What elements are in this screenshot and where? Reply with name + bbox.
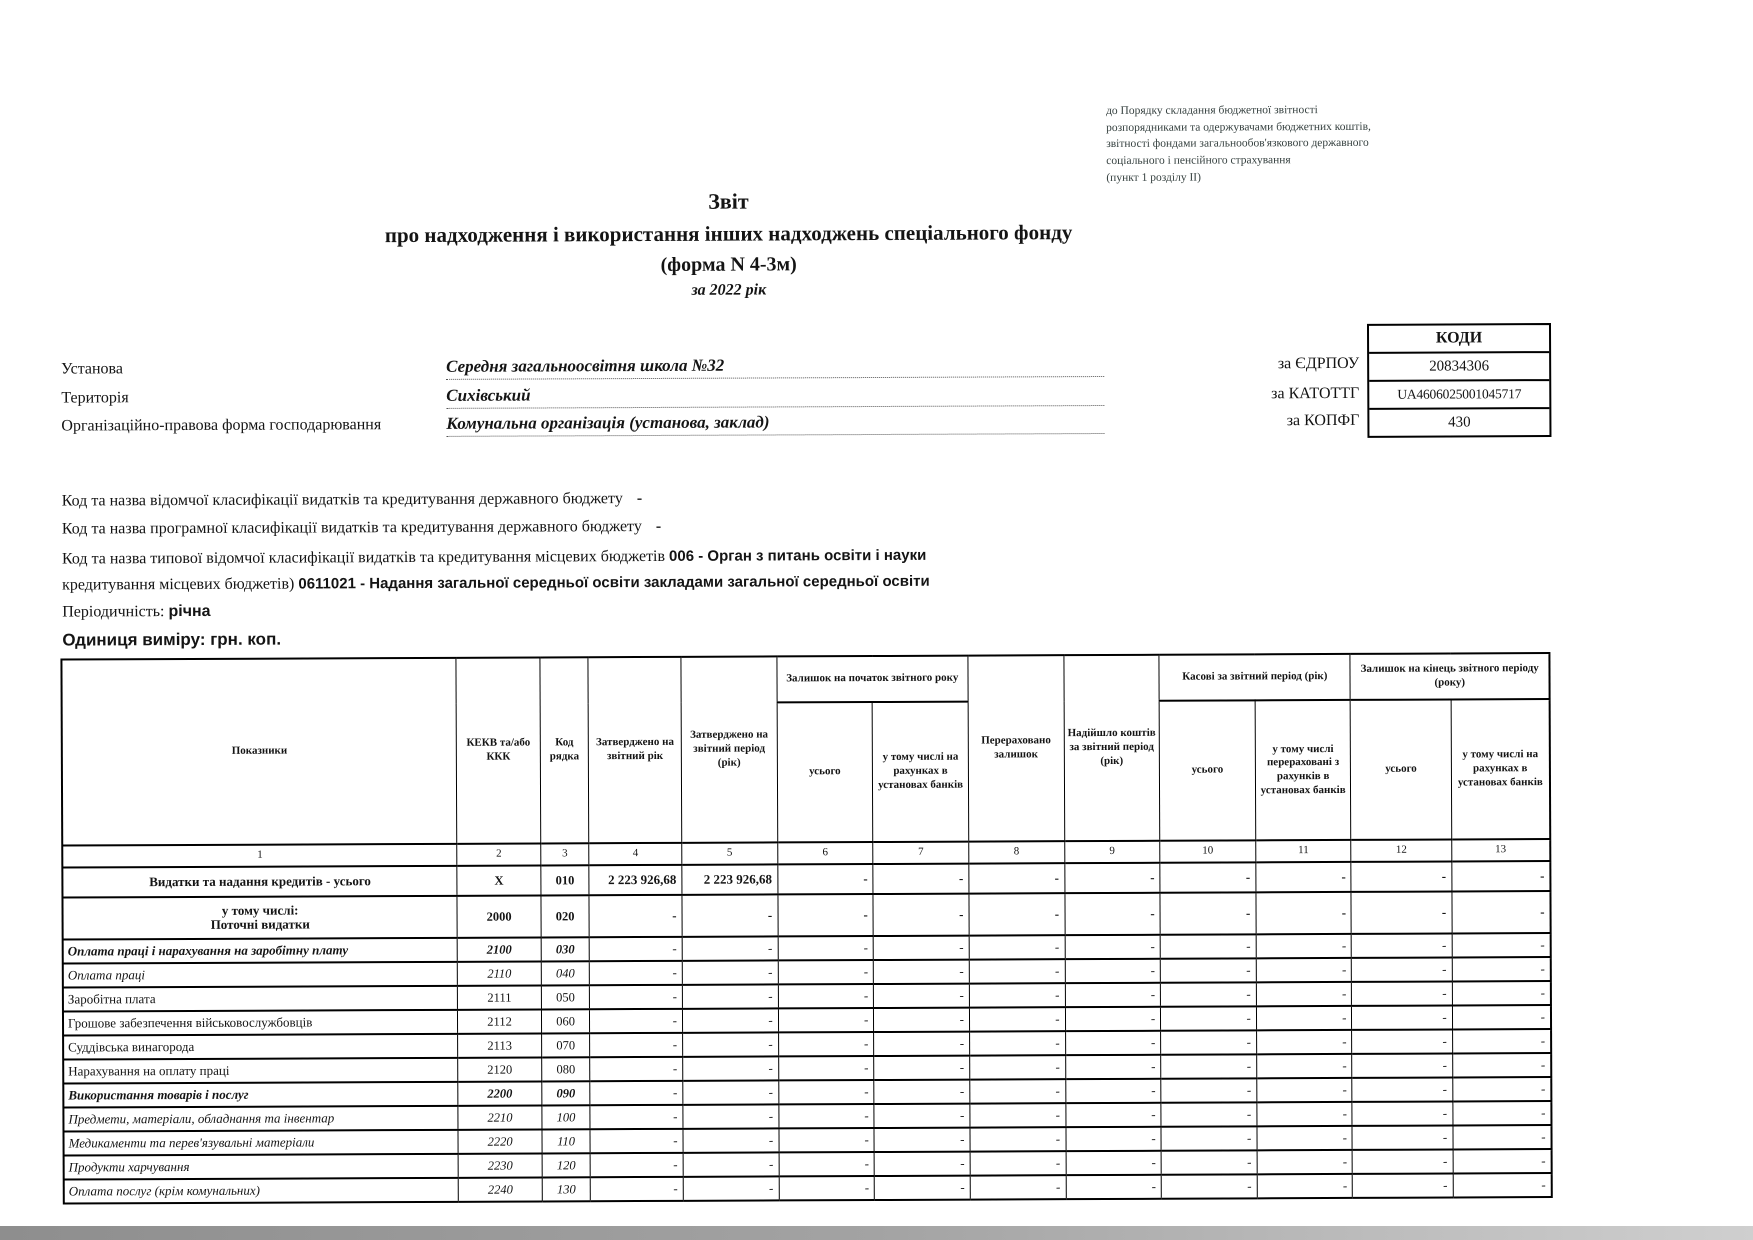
kekv-code: X	[457, 865, 541, 895]
value-cell: -	[970, 1055, 1066, 1079]
value-cell: -	[1351, 891, 1451, 933]
value-cell: -	[591, 1177, 684, 1201]
value-cell: -	[1452, 957, 1551, 981]
unit-label: Одиниця виміру:	[62, 629, 206, 650]
indicator-name: Видатки та надання кредитів - усього	[62, 866, 457, 898]
table-row-130	[64, 1173, 1552, 1203]
value-cell: -	[969, 1031, 1065, 1055]
value-cell: -	[1257, 1126, 1353, 1150]
katottg-label: за КАТОТТГ	[1271, 384, 1360, 403]
value-cell: -	[1160, 958, 1256, 982]
value-cell: -	[1452, 1005, 1551, 1029]
value-cell: -	[970, 1079, 1066, 1103]
institution-value: Середня загальноосвітня школа №32	[446, 354, 1104, 380]
value-cell: -	[683, 1128, 779, 1152]
value-cell: -	[873, 894, 969, 936]
value-cell: -	[590, 1153, 683, 1177]
value-cell: -	[1064, 863, 1160, 893]
kopfg-value: 430	[1448, 414, 1471, 431]
codes-box	[1367, 323, 1551, 438]
value-cell: -	[778, 1080, 874, 1104]
value-cell: -	[1257, 1102, 1353, 1126]
value-cell: -	[969, 935, 1065, 959]
column-number: 2	[457, 843, 541, 865]
table-row-020	[62, 891, 1550, 939]
value-cell: -	[590, 1033, 683, 1057]
reference-note	[1106, 102, 1436, 187]
indicator-name: Оплата праці	[63, 962, 458, 988]
edrpou-label: за ЄДРПОУ	[1277, 354, 1360, 373]
header-opening-balance-group: Залишок на початок звітного року	[777, 656, 968, 703]
row-code: 090	[542, 1081, 591, 1105]
periodicity-value: річна	[168, 602, 211, 621]
scanner-edge-shadow	[0, 1226, 1753, 1240]
value-cell: -	[779, 1176, 875, 1200]
value-cell: -	[777, 864, 873, 894]
kekv-code: 2111	[458, 985, 542, 1009]
value-cell: -	[682, 984, 778, 1008]
value-cell: -	[1065, 983, 1161, 1007]
legal-form-label: Організаційно-правова форма господарювання	[61, 416, 382, 435]
value-cell: -	[1352, 957, 1452, 981]
value-cell: -	[1065, 1079, 1161, 1103]
value-cell: -	[683, 1152, 779, 1176]
header-opening-banks: у тому числі на рахунках в установах банків	[872, 702, 968, 842]
value-cell: -	[1161, 982, 1257, 1006]
value-cell: -	[1256, 1006, 1352, 1030]
value-cell: -	[683, 1080, 779, 1104]
value-cell: -	[1066, 1151, 1162, 1175]
periodicity-line	[62, 603, 210, 622]
value-cell: -	[779, 1152, 875, 1176]
header-opening-total: усього	[777, 702, 873, 842]
column-number: 9	[1064, 841, 1160, 863]
classification-value: 0611021 - Надання загальної середньої освіти закладами загальної середньої освіти	[298, 572, 930, 593]
value-cell: -	[1257, 1150, 1353, 1174]
classification-value: -	[636, 490, 643, 508]
territory-value: Сихівський	[446, 383, 1104, 409]
indicator-name: Грошове забезпечення військовослужбовців	[63, 1010, 458, 1036]
value-cell: -	[970, 1103, 1066, 1127]
value-cell: -	[1353, 1149, 1453, 1173]
value-cell: -	[874, 984, 970, 1008]
indicator-name: Оплата праці і нарахування на заробітну плату	[63, 938, 458, 964]
indicator-name: Оплата послуг (крім комунальних)	[64, 1178, 459, 1204]
value-cell: -	[590, 1105, 683, 1129]
value-cell: -	[874, 1080, 970, 1104]
column-number: 5	[682, 842, 778, 864]
value-cell: -	[778, 1008, 874, 1032]
value-cell: -	[682, 894, 778, 936]
classification-text: Код та назва відомчої класифікації видатків та кредитування державного бюджету	[61, 490, 623, 510]
value-cell: -	[1257, 1174, 1353, 1198]
value-cell: -	[1352, 981, 1452, 1005]
column-number: 10	[1160, 840, 1256, 862]
column-number: 12	[1351, 839, 1451, 861]
report-year: за 2022 рік	[691, 281, 767, 299]
value-cell: -	[1065, 1031, 1161, 1055]
value-cell: -	[874, 1032, 970, 1056]
row-code: 040	[541, 961, 590, 985]
indicator-name: Нарахування на оплату праці	[63, 1058, 458, 1084]
value-cell: -	[1256, 1054, 1352, 1078]
value-cell: -	[1452, 891, 1551, 933]
value-cell: -	[1453, 1125, 1552, 1149]
row-code: 050	[541, 985, 590, 1009]
value-cell: -	[1066, 1175, 1162, 1199]
legal-form-value: Комунальна організація (установа, заклад)	[446, 411, 1104, 437]
classification-line-3	[62, 544, 1542, 568]
row-code: 110	[542, 1129, 591, 1153]
reference-note-line: (пункт 1 розділу II)	[1106, 171, 1201, 184]
header-row-code: Код рядка	[540, 657, 589, 843]
value-cell: -	[1065, 1007, 1161, 1031]
column-number: 6	[777, 842, 873, 864]
value-cell: -	[1065, 1103, 1161, 1127]
header-indicators: Показники	[61, 658, 457, 846]
header-cash-group: Касові за звітний період (рік)	[1159, 654, 1350, 701]
value-cell: -	[1452, 1029, 1551, 1053]
classification-line-4	[62, 570, 1542, 594]
value-cell: -	[1161, 1102, 1257, 1126]
header-kekv: КЕКВ та/або ККК	[456, 657, 540, 843]
classification-value: -	[655, 517, 662, 535]
kopfg-label: за КОПФГ	[1286, 411, 1360, 430]
value-cell: -	[969, 893, 1065, 935]
report-table	[60, 652, 1552, 1204]
value-cell: -	[683, 1032, 779, 1056]
value-cell: -	[778, 894, 874, 936]
value-cell: -	[590, 1129, 683, 1153]
classification-line-1	[62, 486, 1542, 510]
value-cell: -	[1352, 1005, 1452, 1029]
classification-value: 006 - Орган з питань освіти і науки	[669, 546, 927, 565]
row-code: 100	[542, 1105, 591, 1129]
value-cell: -	[778, 1056, 874, 1080]
value-cell: -	[873, 936, 969, 960]
header-closing-banks: у тому числі на рахунках в установах банків	[1451, 699, 1550, 839]
value-cell: -	[874, 1176, 970, 1200]
header-closing-total: усього	[1351, 699, 1452, 839]
value-cell: -	[1256, 892, 1352, 934]
form-number: (форма N 4-3м)	[660, 253, 797, 276]
kekv-code: 2120	[458, 1057, 542, 1081]
value-cell: -	[1256, 862, 1352, 892]
indicator-name: Предмети, матеріали, обладнання та інвентар	[63, 1106, 458, 1132]
periodicity-label: Періодичність:	[62, 603, 165, 621]
value-cell: -	[1161, 1006, 1257, 1030]
row-code: 010	[541, 865, 590, 895]
value-cell: -	[1352, 1077, 1452, 1101]
indicator-name: Заробітна плата	[63, 986, 458, 1012]
value-cell: -	[682, 960, 778, 984]
value-cell: -	[1160, 862, 1256, 892]
report-title-block	[128, 186, 1328, 302]
value-cell: -	[1065, 935, 1161, 959]
kekv-code: 2113	[458, 1033, 542, 1057]
report-title: Звіт	[708, 188, 749, 214]
row-code: 020	[541, 895, 590, 937]
value-cell: -	[1353, 1173, 1453, 1197]
classification-text: Код та назва типової відомчої класифікації видатків та кредитування місцевих бюджетів	[61, 547, 666, 568]
row-code: 080	[541, 1057, 590, 1081]
value-cell: -	[1452, 861, 1551, 891]
reference-note-line: розпорядниками та одержувачами бюджетних коштів,	[1106, 120, 1371, 134]
value-cell: -	[970, 1175, 1066, 1199]
value-cell: -	[969, 983, 1065, 1007]
indicator-name: Використання товарів і послуг	[63, 1082, 458, 1108]
value-cell: -	[1352, 1125, 1452, 1149]
value-cell: 2 223 926,68	[589, 865, 682, 895]
value-cell: -	[1065, 1055, 1161, 1079]
unit-value: грн. коп.	[210, 629, 282, 649]
value-cell: -	[1453, 1101, 1552, 1125]
codes-box-header: КОДИ	[1369, 325, 1549, 354]
value-cell: -	[779, 1128, 875, 1152]
value-cell: -	[1256, 958, 1352, 982]
column-number: 8	[969, 841, 1065, 863]
value-cell: -	[682, 936, 778, 960]
kekv-code: 2110	[458, 961, 542, 985]
value-cell: -	[1065, 959, 1161, 983]
value-cell: -	[1160, 892, 1256, 934]
value-cell: -	[1161, 1150, 1257, 1174]
value-cell: -	[590, 961, 683, 985]
katottg-value: UA4606025001045717	[1369, 381, 1549, 410]
value-cell: -	[1452, 981, 1551, 1005]
row-code: 130	[542, 1177, 591, 1201]
unit-line	[62, 630, 281, 651]
value-cell: -	[1452, 933, 1551, 957]
value-cell: -	[874, 1056, 970, 1080]
value-cell: -	[873, 864, 969, 894]
value-cell: -	[1161, 1126, 1257, 1150]
value-cell: -	[874, 960, 970, 984]
value-cell: -	[1161, 1078, 1257, 1102]
value-cell: -	[1161, 1030, 1257, 1054]
value-cell: -	[1256, 934, 1352, 958]
value-cell: -	[1453, 1149, 1552, 1173]
value-cell: -	[969, 959, 1065, 983]
kekv-code: 2000	[457, 895, 541, 937]
value-cell: 2 223 926,68	[682, 864, 778, 894]
row-code: 030	[541, 937, 590, 961]
kekv-code: 2112	[458, 1009, 542, 1033]
value-cell: -	[590, 1009, 683, 1033]
header-cash-total: усього	[1159, 700, 1255, 840]
value-cell: -	[874, 1152, 970, 1176]
value-cell: -	[1352, 1101, 1452, 1125]
report-table-body	[62, 861, 1551, 1203]
report-subtitle: про надходження і використання інших надходжень спеціального фонду	[384, 220, 1073, 248]
value-cell: -	[1256, 1030, 1352, 1054]
value-cell: -	[682, 1008, 778, 1032]
value-cell: -	[1161, 1054, 1257, 1078]
value-cell: -	[1351, 861, 1451, 891]
value-cell: -	[778, 984, 874, 1008]
value-cell: -	[1452, 1053, 1551, 1077]
value-cell: -	[683, 1176, 779, 1200]
edrpou-value: 20834306	[1369, 353, 1549, 382]
value-cell: -	[683, 1056, 779, 1080]
kekv-code: 2100	[457, 937, 541, 961]
column-number: 3	[541, 843, 590, 865]
column-number: 1	[62, 844, 457, 868]
value-cell: -	[590, 1057, 683, 1081]
value-cell: -	[1352, 933, 1452, 957]
value-cell: -	[969, 1007, 1065, 1031]
classification-text: кредитування місцевих бюджетів)	[62, 575, 295, 594]
value-cell: -	[590, 1081, 683, 1105]
kekv-code: 2220	[458, 1129, 542, 1153]
indicator-name: Медикаменти та перев'язувальні матеріали	[63, 1130, 458, 1156]
value-cell: -	[778, 1032, 874, 1056]
classification-text: Код та назва програмної класифікації видатків та кредитування державного бюджету	[61, 518, 642, 538]
value-cell: -	[778, 936, 874, 960]
value-cell: -	[589, 895, 682, 937]
value-cell: -	[969, 863, 1065, 893]
row-code: 120	[542, 1153, 591, 1177]
header-received: Надійшло коштів за звітний період (рік)	[1063, 655, 1159, 841]
value-cell: -	[1066, 1127, 1162, 1151]
column-number: 4	[589, 843, 682, 865]
value-cell: -	[1453, 1173, 1552, 1197]
value-cell: -	[874, 1128, 970, 1152]
kekv-code: 2210	[458, 1105, 542, 1129]
value-cell: -	[1257, 1078, 1353, 1102]
value-cell: -	[1160, 934, 1256, 958]
territory-label: Територія	[61, 389, 129, 407]
column-number: 11	[1256, 840, 1352, 862]
row-code: 070	[541, 1033, 590, 1057]
kekv-code: 2230	[458, 1153, 542, 1177]
header-approved-year: Затверджено на звітний рік	[588, 657, 681, 843]
header-approved-period: Затверджено на звітний період (рік)	[681, 656, 777, 842]
value-cell: -	[778, 960, 874, 984]
value-cell: -	[1352, 1029, 1452, 1053]
kekv-code: 2240	[458, 1177, 542, 1201]
indicator-name: Продукти харчування	[64, 1154, 459, 1180]
institution-label: Установа	[61, 360, 124, 378]
value-cell: -	[970, 1127, 1066, 1151]
header-transferred-balance: Перераховано залишок	[968, 655, 1064, 841]
kekv-code: 2200	[458, 1081, 542, 1105]
reference-note-line: до Порядку складання бюджетної звітності	[1106, 104, 1318, 117]
indicator-name: у тому числі: Поточні видатки	[62, 896, 457, 940]
classification-line-2	[62, 514, 1542, 538]
column-number: 13	[1451, 839, 1550, 861]
reference-note-line: соціального і пенсійного страхування	[1106, 154, 1291, 168]
value-cell: -	[1452, 1077, 1551, 1101]
value-cell: -	[1161, 1174, 1257, 1198]
indicator-name: Суддівська винагорода	[63, 1034, 458, 1060]
value-cell: -	[1256, 982, 1352, 1006]
value-cell: -	[874, 1104, 970, 1128]
value-cell: -	[874, 1008, 970, 1032]
header-closing-balance-group: Залишок на кінець звітного періоду (року)	[1350, 653, 1549, 700]
value-cell: -	[970, 1151, 1066, 1175]
value-cell: -	[683, 1104, 779, 1128]
value-cell: -	[779, 1104, 875, 1128]
reference-note-line: звітності фондами загальнообов'язкового державного	[1106, 137, 1369, 151]
value-cell: -	[1352, 1053, 1452, 1077]
header-cash-banks: у тому числі перераховані з рахунків в установах банків	[1255, 700, 1351, 840]
value-cell: -	[590, 985, 683, 1009]
value-cell: -	[1065, 893, 1161, 935]
row-code: 060	[541, 1009, 590, 1033]
report-table-header	[61, 653, 1550, 867]
column-number: 7	[873, 842, 969, 864]
value-cell: -	[590, 937, 683, 961]
